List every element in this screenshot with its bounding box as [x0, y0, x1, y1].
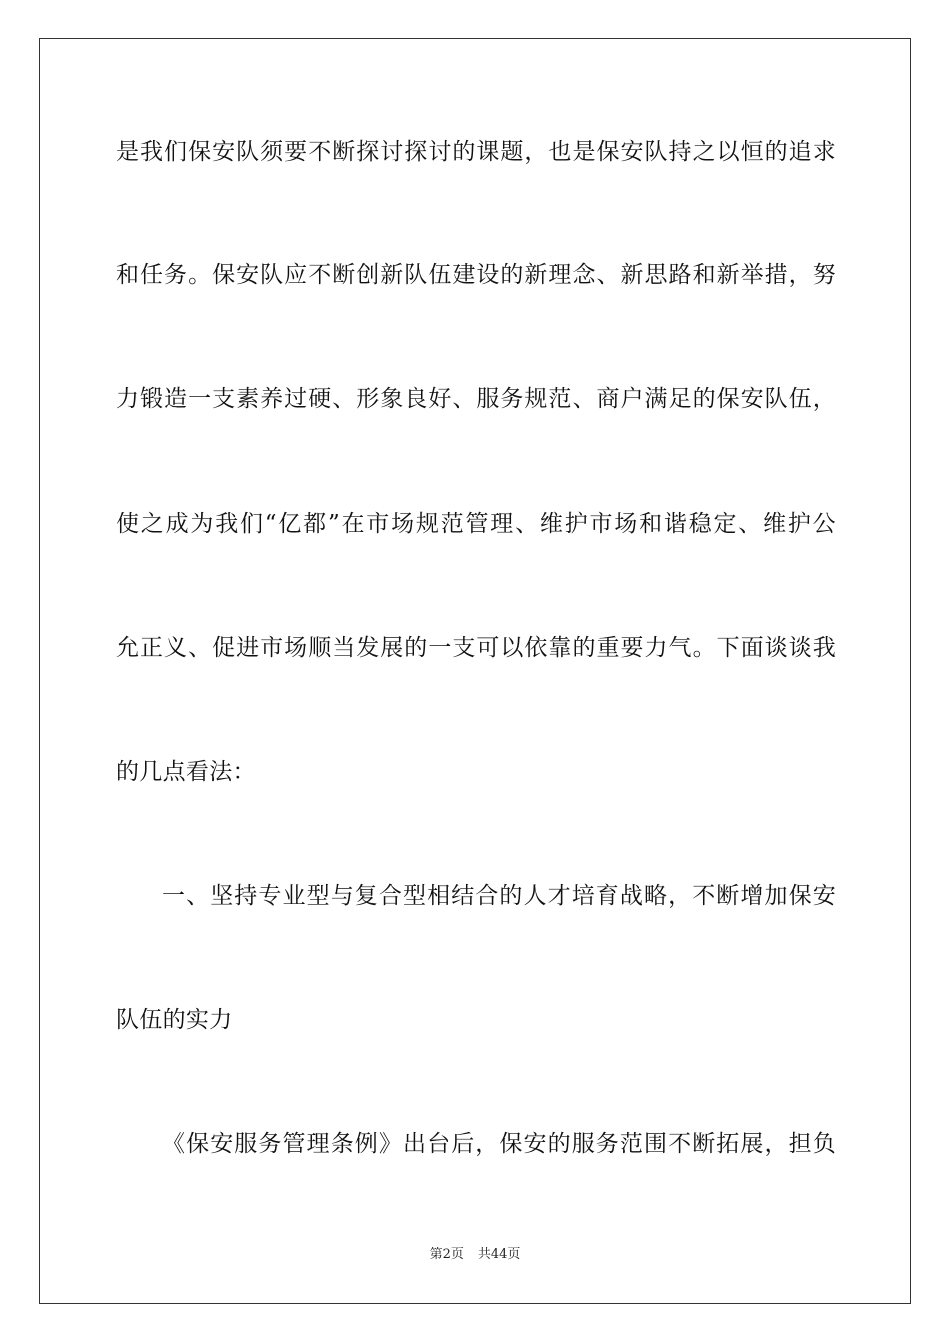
section-heading-line: 队伍的实力 [116, 1007, 233, 1033]
paragraph-line: 使之成为我们“亿都”在市场规范管理、维护市场和谐稳定、维护公 [116, 511, 836, 537]
page-number: 第2页 [429, 1247, 464, 1262]
page-footer [0, 1246, 950, 1264]
paragraph-line: 和任务。保安队应不断创新队伍建设的新理念、新思路和新举措，努 [116, 262, 836, 288]
paragraph-line: 是我们保安队须要不断探讨探讨的课题，也是保安队持之以恒的追求 [116, 139, 836, 165]
paragraph-line: 力锻造一支素养过硬、形象良好、服务规范、商户满足的保安队伍， [116, 386, 836, 412]
section-heading-line: 一、坚持专业型与复合型相结合的人才培育战略，不断增加保安 [162, 883, 836, 909]
paragraph-line: 允正义、促进市场顺当发展的一支可以依靠的重要力气。下面谈谈我 [116, 635, 836, 661]
paragraph-line: 的几点看法： [116, 759, 256, 785]
page-total: 共44页 [477, 1247, 521, 1262]
paragraph-line: 《保安服务管理条例》出台后，保安的服务范围不断拓展，担负 [162, 1131, 836, 1157]
page-border [39, 38, 911, 1304]
